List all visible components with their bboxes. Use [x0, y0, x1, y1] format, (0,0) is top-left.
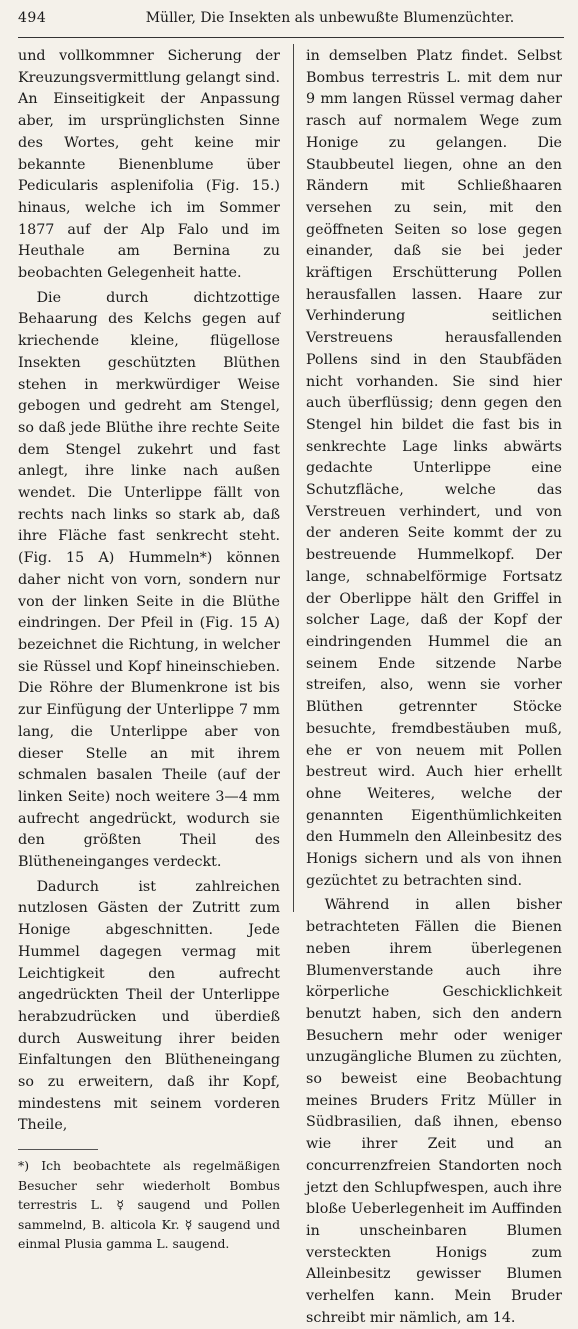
- page-header: [0, 0, 578, 40]
- paragraph: Während in allen bisher betrachteten Fällen die Bienen neben ihrem überlegenen Blumenverstande auch ihre körperliche Geschicklichkeit benutzt haben, sich den andern Besuchern mehr oder weniger unzugängliche Blumen zu züchten, so beweist eine Beobachtung meines Bruders Fritz Müller in Südbrasilien, daß ihnen, ebenso wie ihrer Zeit und an concurrenzfreien Standorten noch jetzt den Schlupfwespen, auch ihre bloße Ueberlegenheit im Auffinden in unscheinbaren Blumen versteckten Honigs zum Alleinbesitz gewisser Blumen verhelfen kann. Mein Bruder schreibt mir nämlich, am 14.: [306, 897, 562, 1326]
- footnote: *) Ich beobachtete als regelmäßigen Besucher sehr wiederholt Bombus terrestris L. ☿ saugend und Pollen sammelnd, B. alticola Kr. ☿ saugend und einmal Plusia gamma L. saugend.: [18, 1158, 280, 1252]
- column-divider: [293, 44, 294, 912]
- paragraph: Die durch dichtzottige Behaarung des Kelchs gegen auf kriechende kleine, flügellose Insekten geschützten Blüthen stehen in merkwürdiger Weise gebogen und gedreht am Stengel, so daß jede Blüthe ihre rechte Seite dem Stengel zukehrt und fast anlegt, ihre linke nach außen wendet. Die Unterlippe fällt von rechts nach links so stark ab, daß ihre Fläche fast senkrecht steht. (Fig. 15 A) Hummeln*) können daher nicht von vorn, sondern nur von der linken Seite in die Blüthe eindringen. Der Pfeil in (Fig. 15 A) bezeichnet die Richtung, in welcher sie Rüssel und Kopf hineinschieben. Die Röhre der Blumenkrone ist bis zur Einfügung der Unterlippe 7 mm lang, die Unterlippe aber von dieser Stelle an mit ihrem schmalen basalen Theile (auf der linken Seite) noch weitere 3—4 mm aufrecht angedrückt, wodurch sie den größten Theil des Blütheneinganges verdeckt.: [18, 289, 280, 871]
- running-title: Müller, Die Insekten als unbewußte Blumenzüchter.: [145, 10, 515, 26]
- paragraph: in demselben Platz findet. Selbst Bombus terrestris L. mit dem nur 9 mm langen Rüssel vermag daher rasch auf normalem Wege zum Honige zu gelangen. Die Staubbeutel liegen, ohne an den Rändern mit Schließhaaren versehen zu sein, mit den geöffneten Seiten so lose gegen einander, daß sie bei jeder kräftigen Erschütterung Pollen herausfallen lassen. Haare zur Verhinderung seitlichen Verstreuens herausfallenden Pollens sind in den Staubfäden nicht vorhanden. Sie sind hier auch überflüssig; denn gegen den Stengel hin bildet die fast bis in senkrechte Lage links abwärts gedachte Unterlippe eine Schutzfläche, welche das Verstreuen verhindert, und von der anderen Seite kommt der zu bestreuende Hummelkopf. Der lange, schnabelförmige Fortsatz der Oberlippe hält den Griffel in solcher Lage, daß der Kopf der eindringenden Hummel die an seinem Ende sitzende Narbe streifen, also, wenn sie vorher Blüthen getrennter Stöcke besuchte, fremdbestäuben muß, ehe er von neuem mit Pollen bestreut wird. Auch hier erhellt ohne Weiteres, welche der genannten Eigenthümlichkeiten den Hummeln den Alleinbesitz des Honigs sichern und als von ihnen gezüchtet zu betrachten sind.: [306, 48, 562, 889]
- left-column: [18, 46, 280, 1254]
- right-column: [306, 46, 562, 1329]
- footnote-rule: [18, 1149, 98, 1150]
- header-rule: [18, 37, 564, 38]
- paragraph: Dadurch ist zahlreichen nutzlosen Gästen der Zutritt zum Honige abgeschnitten. Jede Hummel dagegen vermag mit Leichtigkeit den aufrecht angedrückten Theil der Unterlippe herabzudrücken und überdieß durch Ausweitung ihrer beiden Einfaltungen den Blütheneingang so zu erweitern, daß ihr Kopf, mindestens mit seinem vorderen Theile,: [18, 878, 280, 1134]
- paragraph: und vollkommner Sicherung der Kreuzungsvermittlung gelangt sind. An Einseitigkeit der Anpassung aber, im ursprünglichsten Sinne des Wortes, geht keine mir bekannte Bienenblume über Pedicularis asplenifolia (Fig. 15.) hinaus, welche ich im Sommer 1877 auf der Alp Falo und im Heuthale am Bernina zu beobachten Gelegenheit hatte.: [18, 48, 280, 282]
- page-number: 494: [18, 10, 47, 26]
